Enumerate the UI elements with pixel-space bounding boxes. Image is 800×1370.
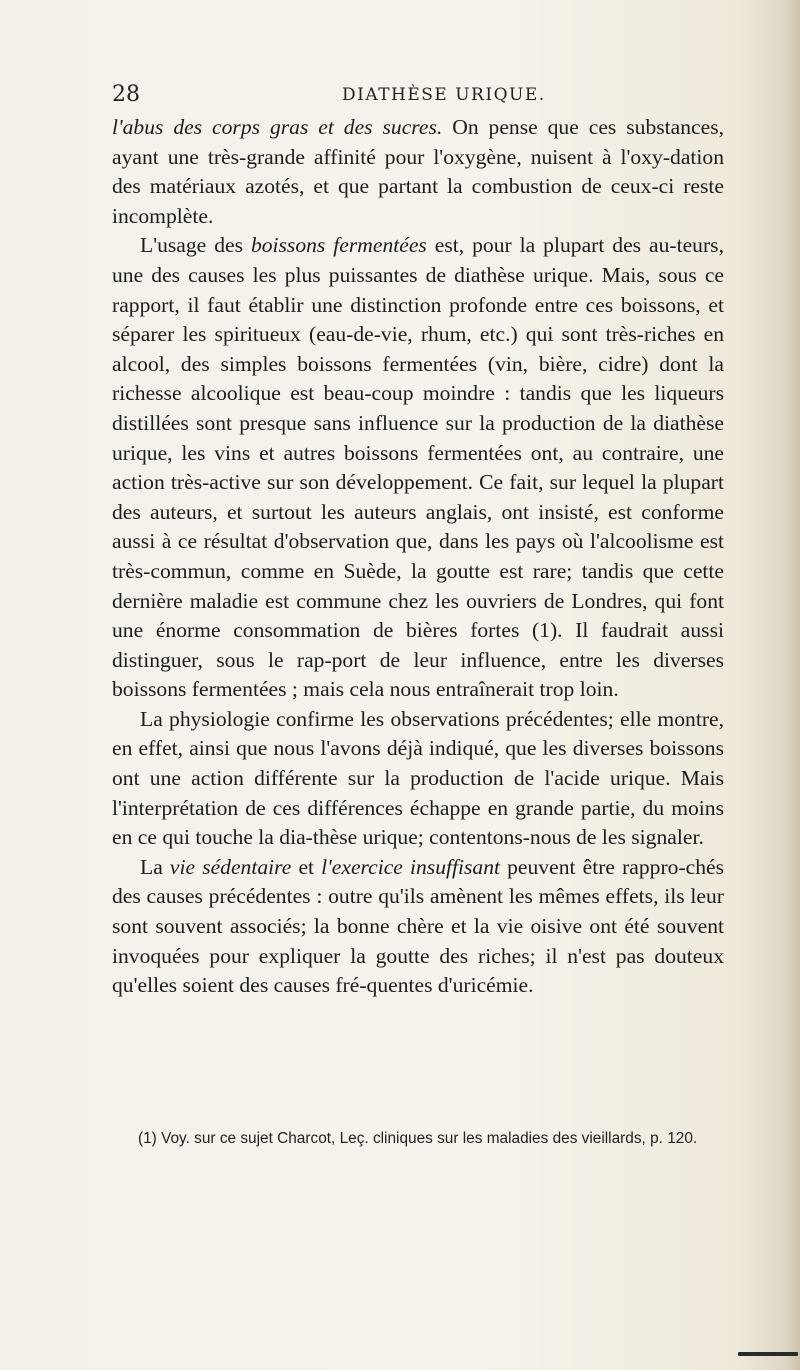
paragraph-4-mid: et (291, 854, 322, 879)
page-edge-shadow (786, 0, 800, 1370)
running-title: DIATHÈSE URIQUE. (342, 85, 546, 105)
paragraph-2-pre: L'usage des (140, 233, 251, 258)
paragraph-4-italic-2: l'exercice insuffisant (321, 854, 501, 879)
paragraph-1 (112, 113, 724, 231)
paragraph-1-text: On pense que ces substances, ayant une très-grande affinité pour l'oxygène, nuisent à l'oxy-dation des matériaux azotés, et que partant la combustion de ceux-ci reste incomplète. (112, 115, 724, 228)
running-header (112, 82, 712, 112)
paragraph-4-post: peuvent être rappro-chés des causes précédentes : outre qu'ils amènent les mêmes effets, ils leur sont souvent associés; la bonne chère et la vie oisive ont été souvent invoquées pour expliquer la goutte des riches; il n'est pas douteux qu'elles soient des causes fré-quentes d'uricémie. (112, 854, 724, 998)
page-number: 28 (112, 82, 140, 107)
footnote: (1) Voy. sur ce sujet Charcot, Leç. cliniques sur les maladies des vieillards, p. 120. (138, 1130, 698, 1147)
paragraph-2-italic: boissons fermentées (250, 233, 427, 258)
paragraph-4 (112, 853, 724, 1001)
paragraph-1-italic: l'abus des corps gras et des sucres. (112, 115, 443, 139)
paragraph-4-italic-1: vie sédentaire (169, 854, 292, 879)
body-text (112, 113, 724, 1001)
paragraph-2-post: est, pour la plupart des au-teurs, une des causes les plus puissantes de diathèse urique. Mais, sous ce rapport, il faut établir une distinction profonde entre ces boissons, et séparer les spiritueux (eau-de-vie, rhum, etc.) qui sont très-riches en alcool, des simples boissons fermentées (vin, bière, cidre) dont la richesse alcoolique est beau-coup moindre : tandis que les liqueurs distillées sont presque sans influence sur la production de la diathèse urique, les vins et autres boissons fermentées ont, au contraire, une action très-active sur son développement. Ce fait, sur lequel la plupart des auteurs, et surtout les auteurs anglais, ont insisté, est conforme aussi à ce résultat d'observation que, dans les pays où l'alcoolisme est très-commun, comme en Suède, la goutte est rare; tandis que cette dernière maladie est commune chez les ouvriers de Londres, qui font une énorme consommation de bières fortes (1). Il faudrait aussi distinguer, sous le rap-port de leur influence, entre les diverses boissons fermentées ; mais cela nous entraînerait trop loin. (112, 233, 724, 702)
paragraph-3-text: La physiologie confirme les observations précédentes; elle montre, en effet, ainsi que nous l'avons déjà indiqué, que les diverses boissons ont une action différente sur la production de l'acide urique. Mais l'interprétation de ces différences échappe en grande partie, du moins en ce qui touche la dia-thèse urique; contentons-nous de les signaler. (112, 706, 724, 850)
page-edge-mark (738, 1352, 798, 1356)
paragraph-2 (112, 231, 724, 705)
paragraph-3 (112, 705, 724, 853)
paragraph-4-pre: La (140, 854, 170, 879)
